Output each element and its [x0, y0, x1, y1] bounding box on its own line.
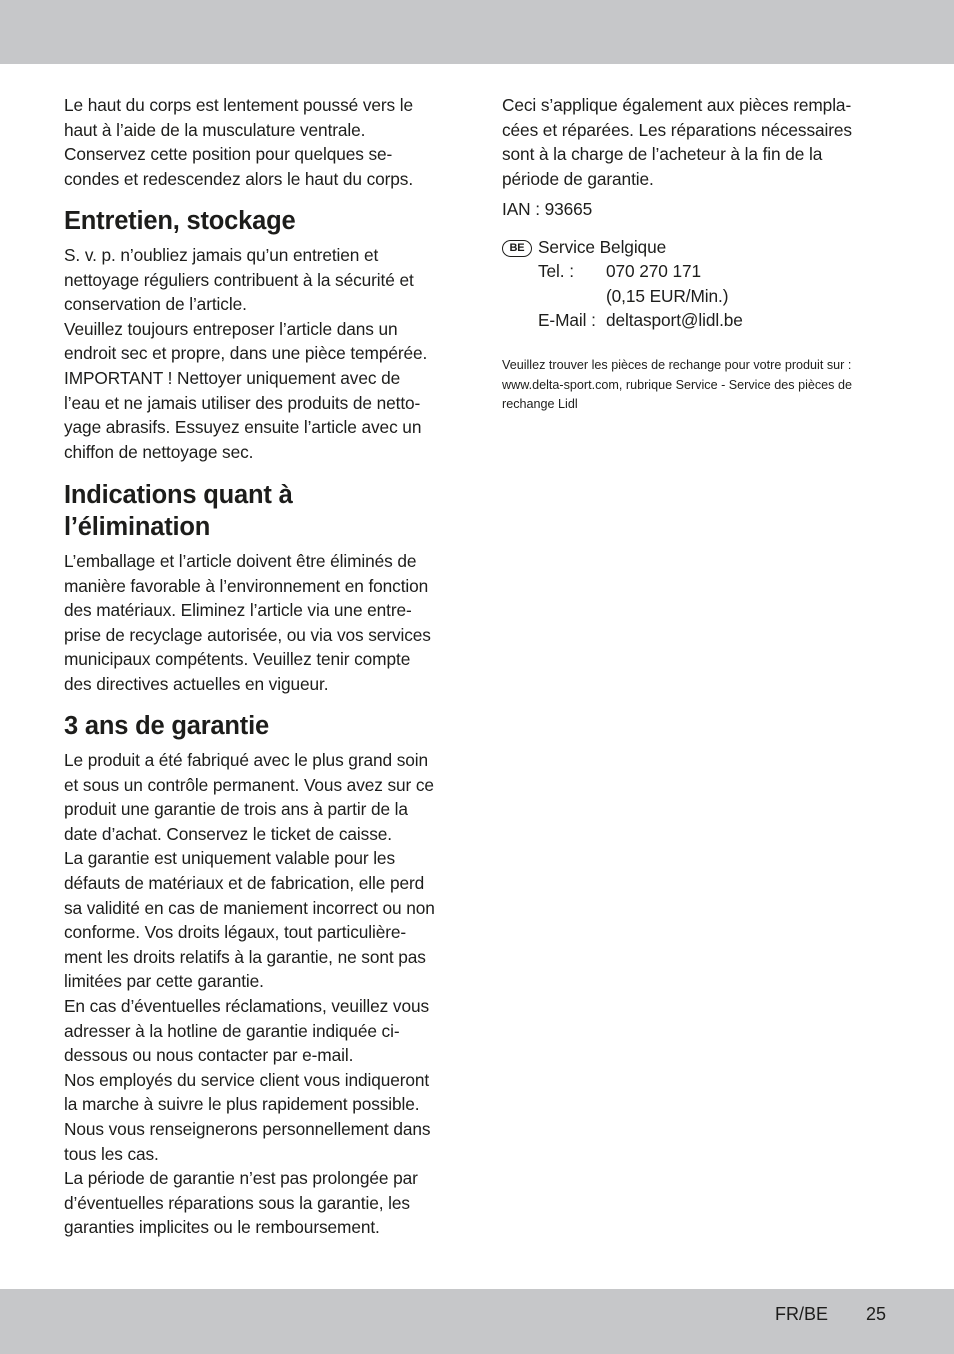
- text-line: En cas d’éventuelles réclamations, veuillez vous: [64, 995, 430, 1016]
- text-line: Le haut du corps est lentement poussé vers le: [64, 95, 414, 115]
- text-line: Conservez cette position pour quelques se-: [64, 144, 393, 165]
- garantie-continued-paragraph: [502, 93, 852, 191]
- text-line: sa validité en cas de maniement incorrect ou non: [64, 897, 435, 918]
- text-line: Ceci s’applique également aux pièces rempla-: [502, 95, 852, 115]
- garantie-paragraph: [64, 748, 435, 1240]
- text-line: sont à la charge de l’acheteur à la fin de la: [502, 144, 823, 165]
- text-line: La garantie est uniquement valable pour les: [64, 848, 395, 869]
- text-line: conforme. Vos droits légaux, tout particulière-: [64, 922, 407, 943]
- spare-parts-note: [502, 356, 852, 415]
- text-line: L’emballage et l’article doivent être éliminés de: [64, 551, 417, 571]
- text-line: des directives actuelles en vigueur.: [64, 673, 329, 694]
- ian-number: IAN : 93665: [502, 199, 593, 219]
- tel-label: Tel. :: [538, 261, 574, 281]
- heading-elimination-line1: Indications quant à: [64, 481, 293, 509]
- text-line: haut à l’aide de la musculature ventrale.: [64, 119, 366, 140]
- text-line: et sous un contrôle permanent. Vous avez sur ce: [64, 774, 434, 795]
- text-line: Nos employés du service client vous indiqueront: [64, 1069, 430, 1090]
- text-line: chiffon de nettoyage sec.: [64, 441, 254, 462]
- text-line: la marche à suivre le plus rapidement possible.: [64, 1094, 420, 1115]
- text-line: municipaux compétents. Veuillez tenir compte: [64, 649, 411, 670]
- text-line: période de garantie.: [502, 168, 654, 189]
- text-line: date d’achat. Conservez le ticket de caisse.: [64, 823, 392, 844]
- text-line: ment les droits relatifs à la garantie, ne sont pas: [64, 946, 426, 967]
- text-line: Le produit a été fabriqué avec le plus grand soin: [64, 750, 429, 770]
- text-line: prise de recyclage autorisée, ou via vos services: [64, 624, 431, 645]
- text-line: Nous vous renseignerons personnellement dans: [64, 1118, 431, 1139]
- text-line: S. v. p. n’oubliez jamais qu’un entretien et: [64, 245, 379, 265]
- text-line: condes et redescendez alors le haut du corps.: [64, 168, 414, 189]
- heading-entretien: Entretien, stockage: [64, 207, 296, 235]
- elimination-paragraph: [64, 549, 431, 697]
- text-line: limitées par cette garantie.: [64, 971, 264, 992]
- header-band: [0, 0, 954, 64]
- text-line: IMPORTANT ! Nettoyer uniquement avec de: [64, 367, 401, 388]
- service-name: Service Belgique: [538, 237, 667, 257]
- entretien-paragraph: [64, 243, 427, 464]
- text-line: dessous ou nous contacter par e-mail.: [64, 1045, 354, 1066]
- text-line: d’éventuelles réparations sous la garantie, les: [64, 1192, 410, 1213]
- text-line: adresser à la hotline de garantie indiquée ci-: [64, 1020, 400, 1041]
- text-line: conservation de l’article.: [64, 294, 247, 315]
- text-line: Veuillez toujours entreposer l’article dans un: [64, 318, 398, 339]
- text-line: www.delta-sport.com, rubrique Service - Service des pièces de: [502, 377, 852, 392]
- text-line: Veuillez trouver les pièces de rechange pour votre produit sur :: [502, 358, 852, 372]
- text-line: l’eau et ne jamais utiliser des produits de netto-: [64, 392, 421, 413]
- text-line: défauts de matériaux et de fabrication, elle perd: [64, 872, 425, 893]
- text-line: manière favorable à l’environnement en fonction: [64, 575, 429, 596]
- text-line: yage abrasifs. Essuyez ensuite l’article avec un: [64, 417, 422, 438]
- text-line: garanties implicites ou le remboursement.: [64, 1217, 380, 1238]
- text-line: produit une garantie de trois ans à partir de la: [64, 799, 408, 820]
- text-line: rechange Lidl: [502, 397, 578, 411]
- tel-value: 070 270 171: [606, 261, 702, 281]
- page-number: 25: [866, 1304, 887, 1324]
- text-line: tous les cas.: [64, 1143, 159, 1164]
- intro-paragraph: [64, 93, 413, 191]
- belgium-badge-icon: BE: [502, 240, 532, 257]
- text-line: endroit sec et propre, dans une pièce tempérée.: [64, 343, 428, 364]
- heading-garantie: 3 ans de garantie: [64, 712, 269, 740]
- text-line: nettoyage réguliers contribuent à la sécurité et: [64, 269, 414, 290]
- email-link[interactable]: deltasport@lidl.be: [606, 310, 743, 330]
- footer-language: FR/BE: [775, 1304, 829, 1324]
- text-line: cées et réparées. Les réparations nécessaires: [502, 119, 852, 140]
- text-line: des matériaux. Eliminez l’article via une entre-: [64, 600, 412, 621]
- email-label: E-Mail :: [538, 310, 596, 330]
- text-line: La période de garantie n’est pas prolongée par: [64, 1168, 418, 1189]
- heading-elimination-line2: l’élimination: [64, 513, 211, 541]
- tel-rate: (0,15 EUR/Min.): [606, 286, 729, 306]
